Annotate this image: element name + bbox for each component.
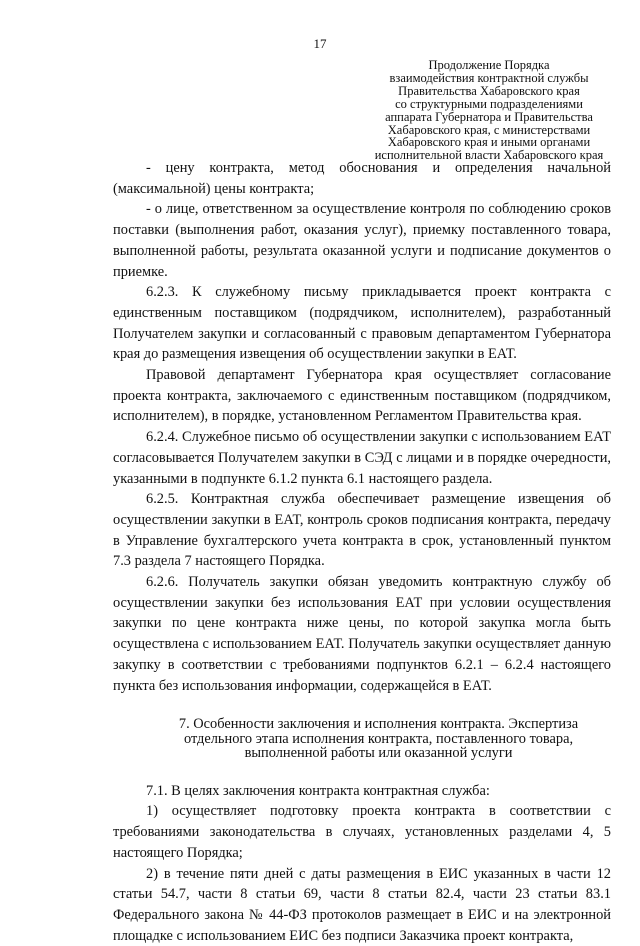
- page-number: 17: [313, 36, 327, 51]
- paragraph: 7.1. В целях заключения контракта контрактная служба:: [146, 782, 490, 799]
- paragraph: 6.2.6. Получатель закупки обязан уведомить контрактную службу об осуществлении закупки без использования ЕАТ при условии осуществления закупки по цене контракта ниже цены, по которой закупка могла быть осуществлена с использованием ЕАТ. Получатель закупки осуществляет данную закупку в соответствии с требованиями подпунктов 6.2.1 – 6.2.4 настоящего пункта без использования информации, содержащейся в ЕАТ.: [113, 574, 611, 694]
- header-line: Хабаровского края и иными органами: [387, 135, 591, 150]
- paragraph: 2) в течение пяти дней с даты размещения в ЕИС указанных в части 12 статьи 54.7, части 8 статьи 69, части 8 статьи 82.4, части 23 статьи 83.1 Федерального закона № 44-ФЗ протоколов размещает в ЕИС и на электронной площадке с использованием ЕИС без подписи Заказчика проект контракта,: [113, 865, 611, 944]
- continuation-header: [356, 59, 622, 162]
- body-text: [113, 158, 611, 946]
- header-line: аппарата Губернатора и Правительства: [385, 109, 593, 124]
- paragraph: Правовой департамент Губернатора края осуществляет согласование проекта контракта, заключаемого с единственным поставщиком (подрядчиком, исполнителем), в порядке, установленном Регламентом Правительства края.: [113, 367, 611, 425]
- header-line: Хабаровского края, с министерствами: [387, 122, 591, 137]
- section-title: 7. Особенности заключения и исполнения контракта. Экспертиза отдельного этапа исполнения контракта, поставленного товара, выполненной работы или оказанной услуги: [178, 716, 579, 762]
- paragraph: - о лице, ответственном за осуществление контроля по соблюдению сроков поставки (выполнения работ, оказания услуг), приемку поставленного товара, выполненной работы, результата оказанной услуги и подписание документов о приемке.: [113, 201, 611, 280]
- header-line: взаимодействия контрактной службы: [389, 70, 589, 85]
- paragraph: 1) осуществляет подготовку проекта контракта в соответствии с требованиями законодательства в случаях, установленных разделами 4, 5 настоящего Порядка;: [113, 803, 611, 861]
- header-line: Продолжение Порядка: [428, 58, 550, 72]
- paragraph: 6.2.3. К служебному письму прикладывается проект контракта с единственным поставщиком (подрядчиком, исполнителем), разработанный Получателем закупки и согласованный с правовым департаментом Губернатора края до размещения извещения об осуществлении закупки в ЕАТ.: [113, 284, 611, 363]
- paragraph: - цену контракта, метод обоснования и определения начальной (максимальной) цены контракта;: [113, 160, 611, 197]
- paragraph: 6.2.4. Служебное письмо об осуществлении закупки с использованием ЕАТ согласовывается Получателем закупки в СЭД с лицами и в порядке очередности, указанными в подпункте 6.1.2 пункта 6.1 настоящего раздела.: [113, 429, 611, 487]
- header-line: Правительства Хабаровского края: [398, 83, 580, 98]
- header-line: со структурными подразделениями: [395, 96, 583, 111]
- paragraph: 6.2.5. Контрактная служба обеспечивает размещение извещения об осуществлении закупки в ЕАТ, контроль сроков подписания контракта, передачу в Управление бухгалтерского учета контракта в срок, установленный пунктом 7.3 раздела 7 настоящего Порядка.: [113, 491, 611, 570]
- header-line: исполнительной власти Хабаровского края: [374, 148, 604, 163]
